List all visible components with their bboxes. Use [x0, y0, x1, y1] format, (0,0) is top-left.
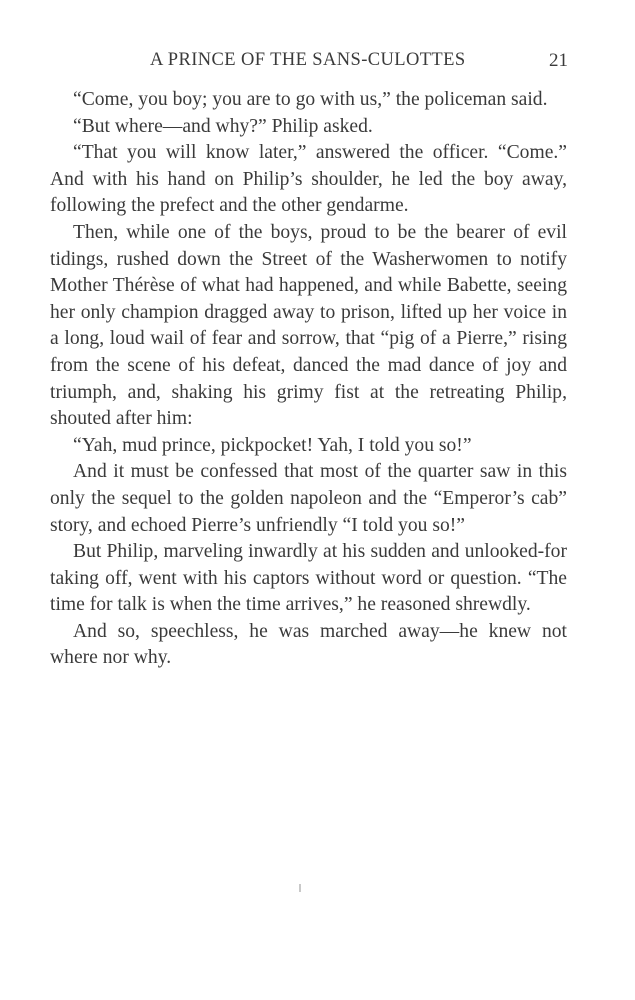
running-head: [50, 50, 570, 74]
body-text: [50, 87, 567, 672]
paragraph: And it must be confessed that most of the quarter saw in this only the sequel to the golden napoleon and the “Emperor’s cab” story, and echoed Pierre’s unfriendly “I told you so!”: [50, 461, 567, 536]
page-number: 21: [549, 50, 568, 71]
paragraph: “Come, you boy; you are to go with us,” the policeman said.: [73, 89, 548, 110]
paragraph: “Yah, mud prince, pickpocket! Yah, I told you so!”: [73, 434, 472, 456]
paragraph: But Philip, marveling inwardly at his sudden and unlooked-for taking off, went with his captors without word or question. “The time for talk is when the time arrives,” he reasoned shrewdly.: [50, 541, 567, 616]
paragraph: Then, while one of the boys, proud to be the bearer of evil tidings, rushed down the Street of the Washerwomen to notify Mother Thérèse of what had happened, and while Babette, seeing her only champion dragged away to prison, lifted up her voice in a long, loud wail of fear and sorrow, that “pig of a Pierre,” rising from the scene of his defeat, danced the mad dance of joy and triumph, and, shaking his grimy fist at the retreating Philip, shouted after him:: [50, 221, 567, 430]
paragraph: “But where—and why?” Philip asked.: [73, 115, 373, 137]
running-title: A PRINCE OF THE SANS-CULOTTES: [150, 50, 466, 70]
paragraph: And so, speechless, he was marched away—he knew not where nor why.: [50, 620, 567, 669]
paper-speck: [299, 884, 301, 892]
paragraph: “That you will know later,” answered the officer. “Come.” And with his hand on Philip’s shoulder, he led the boy away, following the prefect and the other gendarme.: [50, 142, 567, 217]
